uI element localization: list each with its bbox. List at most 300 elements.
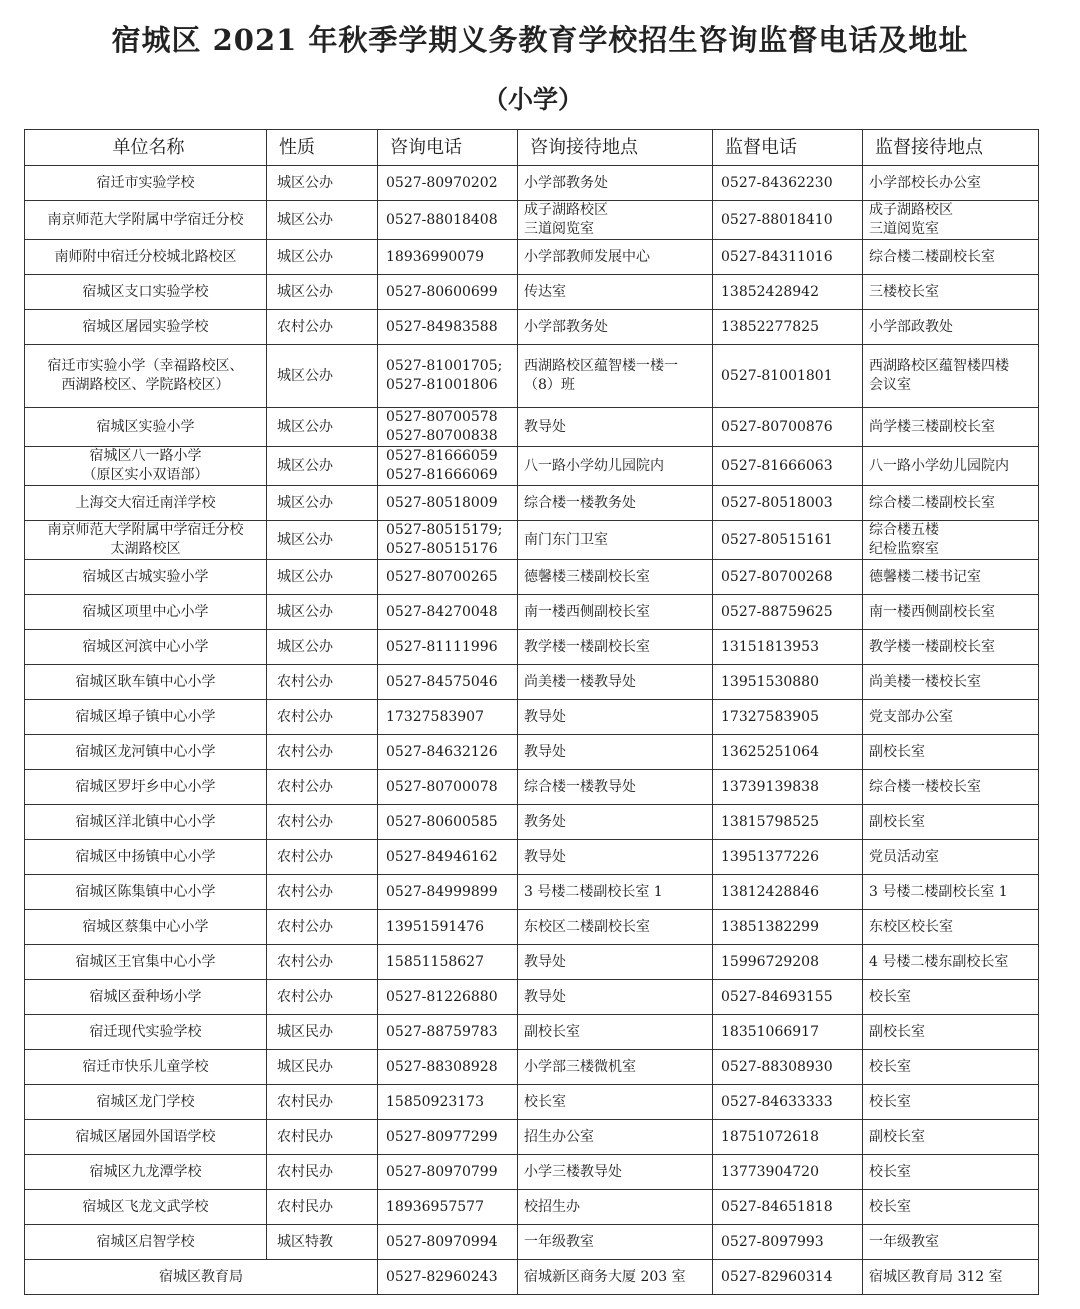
cell-line: 0527-80700265	[386, 568, 498, 585]
cell-sup-place	[863, 595, 1039, 630]
cell-sup-phone	[713, 595, 863, 630]
cell-line: 宿城区屠园实验学校	[82, 318, 209, 335]
cell-line: 尚美楼一楼校长室	[869, 673, 981, 690]
cell-name	[25, 1120, 267, 1155]
table-row	[25, 166, 1039, 201]
cell-line: 宿城区河滨中心小学	[82, 638, 209, 655]
cell-name	[25, 240, 267, 275]
cell-line: 13852277825	[721, 318, 819, 335]
cell-line: 0527-88308930	[721, 1058, 833, 1075]
cell-phone	[378, 910, 518, 945]
table-row	[25, 1050, 1039, 1085]
cell-line: 13773904720	[721, 1163, 819, 1180]
table-row	[25, 840, 1039, 875]
cell-sup-place	[863, 408, 1039, 447]
cell-line: 宿城区陈集镇中心小学	[75, 883, 216, 900]
column-header: 监督接待地点	[863, 130, 1039, 166]
cell-line: 宿城区九龙潭学校	[89, 1163, 202, 1180]
cell-type: 城区特教	[267, 1225, 378, 1260]
cell-type: 城区民办	[267, 1050, 378, 1085]
cell-type: 农村公办	[267, 770, 378, 805]
cell-line: 校长室	[869, 1163, 911, 1180]
cell-line: 八一路小学幼儿园院内	[869, 457, 1009, 474]
cell-place	[518, 735, 713, 770]
cell-line: 教导处	[524, 418, 566, 435]
cell-sup-place	[863, 875, 1039, 910]
cell-name	[25, 700, 267, 735]
cell-sup-phone	[713, 630, 863, 665]
cell-line: 0527-88759783	[386, 1023, 498, 1040]
table-row	[25, 875, 1039, 910]
table-row	[25, 275, 1039, 310]
cell-place	[518, 201, 713, 240]
document-subtitle: （小学）	[482, 85, 583, 114]
cell-type: 农村公办	[267, 735, 378, 770]
cell-line: 0527-80518009	[386, 494, 498, 511]
cell-line: 15851158627	[386, 953, 484, 970]
cell-sup-phone	[713, 770, 863, 805]
cell-phone	[378, 240, 518, 275]
cell-phone	[378, 447, 518, 486]
cell-line: 0527-81666063	[721, 457, 833, 474]
cell-line: 0527-80700838	[386, 428, 498, 444]
table-row	[25, 560, 1039, 595]
cell-line: 0527-81226880	[386, 988, 498, 1005]
cell-type: 城区公办	[267, 275, 378, 310]
cell-sup-place	[863, 1225, 1039, 1260]
cell-line: 0527-88018410	[721, 211, 833, 228]
cell-phone	[378, 166, 518, 201]
cell-phone	[378, 345, 518, 408]
cell-line: 宿城区中扬镇中心小学	[75, 848, 216, 865]
footer-place-cell: 宿城新区商务大厦 203 室	[518, 1260, 713, 1295]
cell-phone	[378, 408, 518, 447]
cell-place	[518, 945, 713, 980]
cell-name	[25, 980, 267, 1015]
cell-line: 教导处	[524, 953, 566, 970]
cell-place	[518, 1050, 713, 1085]
cell-line: 13951591476	[386, 918, 484, 935]
cell-line: 0527-84362230	[721, 174, 833, 191]
cell-name	[25, 521, 267, 560]
cell-line: 教学楼一楼副校长室	[869, 638, 995, 655]
cell-place	[518, 805, 713, 840]
cell-line: 宿城区罗圩乡中心小学	[75, 778, 216, 795]
cell-line: 0527-80700876	[721, 418, 833, 435]
contact-table	[24, 129, 1039, 1295]
cell-line: 太湖路校区	[110, 541, 181, 557]
cell-type: 农村公办	[267, 310, 378, 345]
cell-sup-place	[863, 275, 1039, 310]
cell-line: （8）班	[524, 377, 575, 393]
cell-name	[25, 875, 267, 910]
cell-name	[25, 595, 267, 630]
cell-line: 13812428846	[721, 883, 819, 900]
cell-name	[25, 665, 267, 700]
cell-phone	[378, 875, 518, 910]
cell-line: 宿迁现代实验学校	[89, 1023, 202, 1040]
cell-line: 0527-81666069	[386, 467, 498, 483]
cell-line: 0527-84651818	[721, 1198, 833, 1215]
cell-name	[25, 805, 267, 840]
cell-name	[25, 1225, 267, 1260]
table-row	[25, 770, 1039, 805]
cell-type: 城区公办	[267, 345, 378, 408]
footer-row	[25, 1260, 1039, 1295]
cell-sup-phone	[713, 201, 863, 240]
column-header: 监督电话	[713, 130, 863, 166]
cell-phone	[378, 595, 518, 630]
footer-sup-place-cell: 宿城区教育局 312 室	[863, 1260, 1039, 1295]
cell-sup-place	[863, 840, 1039, 875]
cell-sup-place	[863, 310, 1039, 345]
table-row	[25, 735, 1039, 770]
cell-phone	[378, 201, 518, 240]
cell-sup-phone	[713, 166, 863, 201]
cell-line: 南一楼西侧副校长室	[524, 603, 650, 620]
cell-type: 城区公办	[267, 201, 378, 240]
cell-type: 农村公办	[267, 805, 378, 840]
cell-line: 南京师范大学附属中学宿迁分校	[47, 522, 244, 538]
cell-line: 南一楼西侧副校长室	[869, 603, 995, 620]
cell-line: 13951530880	[721, 673, 819, 690]
table-row	[25, 595, 1039, 630]
cell-place	[518, 560, 713, 595]
cell-type: 城区公办	[267, 521, 378, 560]
cell-line: 宿城区支口实验学校	[82, 283, 209, 300]
cell-sup-place	[863, 1190, 1039, 1225]
cell-line: 教学楼一楼副校长室	[524, 638, 650, 655]
cell-line: 校长室	[869, 1198, 911, 1215]
cell-type: 城区公办	[267, 486, 378, 521]
cell-phone	[378, 521, 518, 560]
footer-sup-phone-cell: 0527-82960314	[713, 1260, 863, 1295]
table-row	[25, 345, 1039, 408]
cell-sup-phone	[713, 1120, 863, 1155]
cell-phone	[378, 980, 518, 1015]
cell-line: 0527-81001801	[721, 367, 833, 384]
cell-line: 综合楼二楼副校长室	[869, 248, 995, 265]
cell-type: 农村公办	[267, 840, 378, 875]
cell-sup-place	[863, 1085, 1039, 1120]
table-row	[25, 240, 1039, 275]
cell-line: 0527-80515176	[386, 541, 498, 557]
cell-place	[518, 521, 713, 560]
cell-type: 城区公办	[267, 560, 378, 595]
cell-sup-phone	[713, 345, 863, 408]
cell-line: 西湖路校区蕴智楼四楼	[869, 358, 1009, 374]
cell-line: 18936957577	[386, 1198, 484, 1215]
table-row	[25, 1015, 1039, 1050]
cell-place	[518, 275, 713, 310]
cell-line: 小学部教务处	[524, 174, 608, 191]
cell-sup-phone	[713, 408, 863, 447]
table-row	[25, 201, 1039, 240]
cell-line: 副校长室	[869, 813, 925, 830]
cell-name	[25, 486, 267, 521]
cell-type: 农村公办	[267, 980, 378, 1015]
cell-line: 一年级教室	[869, 1233, 939, 1250]
cell-phone	[378, 310, 518, 345]
cell-type: 农村民办	[267, 1120, 378, 1155]
cell-phone	[378, 1155, 518, 1190]
table-row	[25, 310, 1039, 345]
table-row	[25, 945, 1039, 980]
table-row	[25, 408, 1039, 447]
table-row	[25, 1085, 1039, 1120]
cell-sup-phone	[713, 1050, 863, 1085]
cell-phone	[378, 945, 518, 980]
cell-line: 宿迁市实验学校	[96, 174, 195, 191]
cell-phone	[378, 735, 518, 770]
cell-sup-place	[863, 805, 1039, 840]
cell-sup-phone	[713, 486, 863, 521]
cell-line: 宿城区实验小学	[96, 418, 195, 435]
cell-line: 成子湖路校区	[524, 202, 608, 218]
cell-line: 0527-80600585	[386, 813, 498, 830]
cell-line: 副校长室	[524, 1023, 580, 1040]
cell-line: 德馨楼二楼书记室	[869, 568, 981, 585]
cell-type: 城区民办	[267, 1015, 378, 1050]
cell-line: 招生办公室	[524, 1128, 594, 1145]
cell-type: 城区公办	[267, 240, 378, 275]
cell-type: 城区公办	[267, 630, 378, 665]
cell-line: 三楼校长室	[869, 283, 939, 300]
cell-line: 三道阅览室	[524, 221, 594, 237]
cell-place	[518, 240, 713, 275]
cell-type: 城区公办	[267, 166, 378, 201]
cell-line: 会议室	[869, 377, 911, 393]
cell-name	[25, 408, 267, 447]
cell-name	[25, 735, 267, 770]
table-row	[25, 805, 1039, 840]
cell-name	[25, 945, 267, 980]
cell-sup-phone	[713, 521, 863, 560]
cell-type: 城区公办	[267, 408, 378, 447]
document-title: 宿城区 2021 年秋季学期义务教育学校招生咨询监督电话及地址	[111, 23, 969, 57]
cell-phone	[378, 700, 518, 735]
cell-line: 校长室	[524, 1093, 566, 1110]
cell-line: 17327583905	[721, 708, 819, 725]
cell-line: 0527-80515161	[721, 531, 833, 548]
cell-line: 宿城区启智学校	[96, 1233, 195, 1250]
cell-line: 综合楼一楼教务处	[524, 494, 636, 511]
cell-line: 18936990079	[386, 248, 484, 265]
cell-place	[518, 910, 713, 945]
cell-sup-phone	[713, 447, 863, 486]
cell-line: 0527-81001806	[386, 377, 498, 393]
cell-place	[518, 875, 713, 910]
table-row	[25, 665, 1039, 700]
cell-place	[518, 1085, 713, 1120]
cell-sup-phone	[713, 700, 863, 735]
cell-line: 0527-84270048	[386, 603, 498, 620]
table-row	[25, 486, 1039, 521]
cell-line: 宿城区王官集中心小学	[75, 953, 216, 970]
footer-name-cell: 宿城区教育局	[25, 1260, 378, 1295]
cell-type: 城区公办	[267, 595, 378, 630]
cell-line: 18751072618	[721, 1128, 819, 1145]
cell-line: 三道阅览室	[869, 221, 939, 237]
cell-line: 校招生办	[524, 1198, 580, 1215]
cell-line: 0527-81111996	[386, 638, 498, 655]
cell-phone	[378, 840, 518, 875]
cell-sup-place	[863, 521, 1039, 560]
cell-line: 13151813953	[721, 638, 819, 655]
cell-place	[518, 1120, 713, 1155]
cell-line: 南京师范大学附属中学宿迁分校	[47, 211, 244, 228]
cell-line: 小学部校长办公室	[869, 174, 981, 191]
cell-line: 13815798525	[721, 813, 819, 830]
cell-line: 13739139838	[721, 778, 819, 795]
cell-name	[25, 840, 267, 875]
cell-line: 西湖路校区、学院路校区）	[61, 377, 230, 393]
cell-phone	[378, 805, 518, 840]
cell-place	[518, 447, 713, 486]
cell-sup-phone	[713, 1085, 863, 1120]
cell-name	[25, 1085, 267, 1120]
cell-line: 教务处	[524, 813, 566, 830]
cell-name	[25, 1050, 267, 1085]
cell-phone	[378, 665, 518, 700]
cell-sup-place	[863, 201, 1039, 240]
cell-line: 0527-80970799	[386, 1163, 498, 1180]
cell-line: 0527-84311016	[721, 248, 833, 265]
cell-phone	[378, 1050, 518, 1085]
cell-line: 尚学楼三楼副校长室	[869, 418, 995, 435]
cell-line: 宿城区屠园外国语学校	[75, 1128, 216, 1145]
cell-line: 0527-84693155	[721, 988, 833, 1005]
cell-place	[518, 630, 713, 665]
cell-sup-phone	[713, 275, 863, 310]
cell-line: 3 号楼二楼副校长室 1	[524, 883, 663, 900]
cell-line: 宿城区龙河镇中心小学	[75, 743, 216, 760]
cell-sup-place	[863, 770, 1039, 805]
cell-line: 纪检监察室	[869, 541, 939, 557]
cell-type: 农村公办	[267, 910, 378, 945]
cell-sup-place	[863, 1120, 1039, 1155]
cell-phone	[378, 1085, 518, 1120]
cell-line: 宿城区蔡集中心小学	[82, 918, 209, 935]
cell-phone	[378, 486, 518, 521]
table-row	[25, 1190, 1039, 1225]
cell-place	[518, 345, 713, 408]
cell-line: 0527-80600699	[386, 283, 498, 300]
cell-line: 0527-81666059	[386, 448, 498, 464]
cell-line: 宿城区蚕种场小学	[89, 988, 202, 1005]
cell-line: 教导处	[524, 848, 566, 865]
column-header: 单位名称	[25, 130, 267, 166]
cell-line: 0527-80970994	[386, 1233, 498, 1250]
cell-name	[25, 345, 267, 408]
table-row	[25, 447, 1039, 486]
cell-type: 农村民办	[267, 1155, 378, 1190]
cell-phone	[378, 1120, 518, 1155]
cell-name	[25, 447, 267, 486]
cell-line: 0527-81001705;	[386, 358, 503, 374]
cell-line: 宿城区龙门学校	[96, 1093, 195, 1110]
cell-line: 0527-88308928	[386, 1058, 498, 1075]
cell-sup-place	[863, 630, 1039, 665]
cell-phone	[378, 770, 518, 805]
cell-line: 一年级教室	[524, 1233, 594, 1250]
table-row	[25, 700, 1039, 735]
cell-place	[518, 980, 713, 1015]
cell-type: 农村公办	[267, 665, 378, 700]
cell-phone	[378, 1190, 518, 1225]
cell-line: 小学三楼教导处	[524, 1163, 622, 1180]
cell-line: 13625251064	[721, 743, 819, 760]
table-row	[25, 521, 1039, 560]
cell-sup-place	[863, 980, 1039, 1015]
cell-line: 13851382299	[721, 918, 819, 935]
cell-sup-phone	[713, 1190, 863, 1225]
cell-line: 宿城区埠子镇中心小学	[75, 708, 216, 725]
cell-line: 党员活动室	[869, 848, 939, 865]
cell-place	[518, 595, 713, 630]
cell-place	[518, 486, 713, 521]
cell-line: 15850923173	[386, 1093, 484, 1110]
cell-sup-phone	[713, 1155, 863, 1190]
cell-sup-place	[863, 1155, 1039, 1190]
cell-line: 综合楼二楼副校长室	[869, 494, 995, 511]
cell-line: 0527-80970202	[386, 174, 498, 191]
cell-line: 0527-84946162	[386, 848, 498, 865]
cell-sup-phone	[713, 805, 863, 840]
cell-line: 校长室	[869, 1093, 911, 1110]
cell-name	[25, 166, 267, 201]
cell-line: 3 号楼二楼副校长室 1	[869, 883, 1008, 900]
cell-name	[25, 910, 267, 945]
cell-place	[518, 700, 713, 735]
cell-line: 0527-80700578	[386, 409, 498, 425]
cell-sup-place	[863, 700, 1039, 735]
cell-line: （原区实小双语部）	[82, 467, 209, 483]
cell-line: 综合楼一楼校长室	[869, 778, 981, 795]
cell-place	[518, 1225, 713, 1260]
cell-type: 农村公办	[267, 875, 378, 910]
cell-line: 17327583907	[386, 708, 484, 725]
table-row	[25, 1225, 1039, 1260]
table-row	[25, 1120, 1039, 1155]
cell-line: 0527-84575046	[386, 673, 498, 690]
cell-sup-place	[863, 240, 1039, 275]
table-row	[25, 1155, 1039, 1190]
cell-line: 副校长室	[869, 1023, 925, 1040]
cell-line: 0527-80700078	[386, 778, 498, 795]
cell-sup-place	[863, 735, 1039, 770]
cell-line: 德馨楼三楼副校长室	[524, 568, 650, 585]
cell-sup-place	[863, 166, 1039, 201]
cell-sup-phone	[713, 1225, 863, 1260]
cell-sup-phone	[713, 735, 863, 770]
cell-line: 宿城区洋北镇中心小学	[75, 813, 216, 830]
cell-line: 南师附中宿迁分校城北路校区	[54, 248, 237, 265]
cell-sup-phone	[713, 875, 863, 910]
table-body	[25, 166, 1039, 1260]
cell-phone	[378, 1015, 518, 1050]
cell-line: 小学部政教处	[869, 318, 953, 335]
cell-place	[518, 166, 713, 201]
cell-line: 宿城区八一路小学	[89, 448, 202, 464]
cell-line: 0527-80700268	[721, 568, 833, 585]
cell-line: 综合楼一楼教导处	[524, 778, 636, 795]
cell-type: 农村公办	[267, 945, 378, 980]
cell-line: 西湖路校区蕴智楼一楼一	[524, 358, 678, 374]
cell-line: 0527-84633333	[721, 1093, 833, 1110]
cell-line: 上海交大宿迁南洋学校	[75, 494, 216, 511]
cell-place	[518, 1190, 713, 1225]
